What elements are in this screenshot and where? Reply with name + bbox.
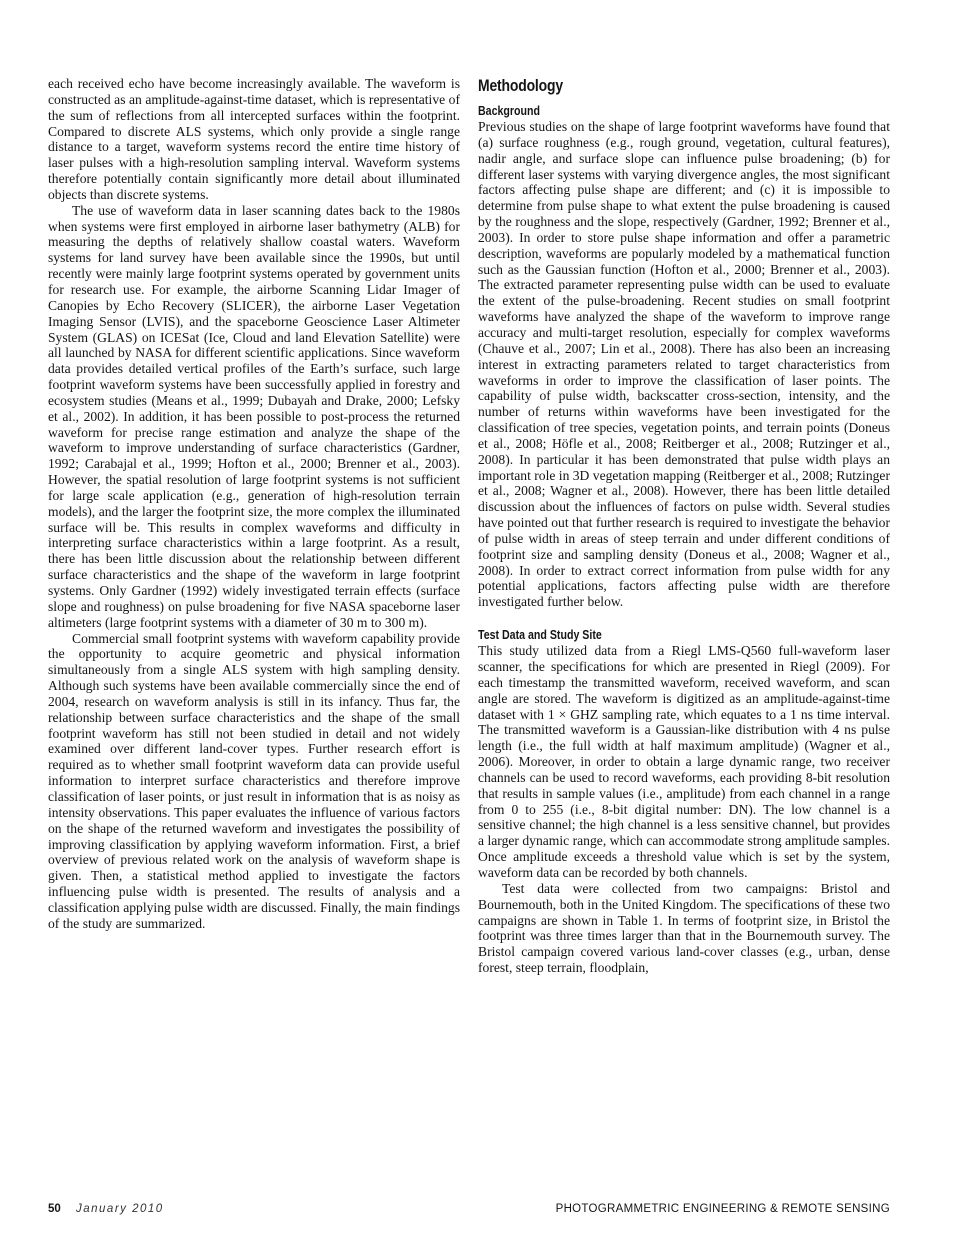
left-paragraph-3: Commercial small footprint systems with waveform capability provide the opportunity to acquire geometric and physical information simultaneously from a single ALS system with high sampling density. Although such systems have been available commercially since the end of 2004, research on waveform analysis is still in its infancy. Thus far, the relationship between surface characteristics and the shape of the small footprint waveform has still not been studied in detail and not widely examined over different land-cover types. Further research effort is required as to whether small footprint waveform data can provide useful information to interpret surface characteristics and therefore improve classification of laser points, or just result in information that is as noisy as intensity observations. This paper evaluates the influence of various factors on the shape of the returned waveform and investigates the possibility of improving classification by applying waveform information. First, a brief overview of previous related work on the analysis of waveform shape is given. Then, a statistical method applied to investigate the factors influencing pulse width is presented. The results of analysis and a classification applying pulse width are discussed. Finally, the main findings of the study are summarized.: [48, 630, 460, 931]
background-paragraph: Previous studies on the shape of large footprint waveforms have found that (a) surface roughness (e.g., rough ground, vegetation, cultural features), nadir angle, and surface slope can influence pulse broadening; (b) for different laser systems with varying divergence angles, the most significant factors affecting pulse shape are different; and (c) it is impossible to determine from pulse shape to what extent the pulse broadening is caused by the roughness and the slope, respectively (Gardner, 1992; Brenner et al., 2003). In order to store pulse shape information and offer a parametric description, waveforms are popularly modeled by a mathematical function such as the Gaussian function (Hofton et al., 2000; Brenner et al., 2003). The extracted parameter representing pulse width can be used to evaluate the extent of the pulse-broadening. Recent studies on small footprint waveforms have analyzed the shape of the waveform to improve range accuracy and multi-target resolution, especially for complex waveforms (Chauve et al., 2007; Lin et al., 2008). There has also been an increasing interest in extracting parameters related to target characteristics from waveforms in order to improve the classification of laser points. The capability of pulse width, backscatter cross-section, intensity, and the number of returns within waveforms have been investigated for the classification of tree species, vegetation points, and terrain points (Doneus et al., 2008; Höfle et al., 2008; Reitberger et al., 2008; Rutzinger et al., 2008). In particular it has been demonstrated that pulse width plays an important role in 3D vegetation mapping (Reitberger et al., 2008; Rutzinger et al., 2008; Wagner et al., 2008). However, there has been little detailed discussion about the influences of factors on pulse width. Several studies have pointed out that further research is required to investigate the behavior of pulse width in areas of steep terrain and under different conditions of footprint size and sampling density (Doneus et al., 2008; Wagner et al., 2008). In order to extract correct information from pulse width for any potential applications, factors affecting pulse width are therefore investigated further below.: [478, 119, 890, 610]
test-data-paragraph-2: Test data were collected from two campaigns: Bristol and Bournemouth, both in the United Kingdom. The specifications of these two campaigns are shown in Table 1. In terms of footprint size, in Bristol the footprint was three times larger than that in the Bournemouth survey. The Bristol campaign covered various land-cover classes (e.g., urban, dense forest, steep terrain, floodplain,: [478, 880, 890, 976]
journal-title: PHOTOGRAMMETRIC ENGINEERING & REMOTE SENSING: [555, 1203, 890, 1215]
subsection-heading-background: Background: [478, 104, 540, 118]
issue-date: January 2010: [76, 1203, 164, 1215]
section-title-methodology: Methodology: [478, 76, 563, 95]
right-column: [478, 76, 890, 976]
left-paragraph-1: each received echo have become increasingly available. The waveform is constructed as an amplitude-against-time dataset, which is representative of the sum of reflections from all intercepted surfaces within the footprint. Compared to discrete ALS systems, which only provide a single range distance to a target, waveform systems record the entire time history of laser pulses with a high-resolution sampling interval. Waveform systems therefore potentially contain significantly more detail about illuminated objects than discrete systems.: [48, 76, 460, 202]
page-number: 50: [48, 1203, 61, 1215]
left-column: [48, 76, 460, 932]
test-data-paragraph-1: This study utilized data from a Riegl LMS-Q560 full-waveform laser scanner, the specifications for which are presented in Riegl (2009). For each timestamp the transmitted waveform, received waveform, and scan angle are stored. The waveform is digitized as an amplitude-against-time dataset with 1 × GHZ sampling rate, which equates to a 1 ns time interval. The transmitted waveform is a Gaussian-like distribution with 4 ns pulse length (i.e., the full width at half maximum amplitude) (Wagner et al., 2006). Moreover, in order to obtain a large dynamic range, two receiver channels can be used to record waveforms, each providing 8-bit resolution that results in sample values (i.e., amplitude) from each channel in a range from 0 to 255 (i.e., 8-bit digital number: DN). The low channel is a sensitive channel; the high channel is a less sensitive channel, but provides a larger dynamic range, which can accommodate strong amplitude samples. Once amplitude exceeds a threshold value which is set by the system, waveform data can be recorded by both channels.: [478, 643, 890, 880]
left-paragraph-2: The use of waveform data in laser scanning dates back to the 1980s when systems were first employed in airborne laser bathymetry (ALB) for measuring the depths of relatively shallow coastal waters. Waveform systems for land survey have been available since the 1990s, but until recently were mainly large footprint systems operated by government units for research use. For example, the airborne Scanning Lidar Imager of Canopies by Echo Recovery (SLICER), the airborne Laser Vegetation Imaging Sensor (LVIS), and the spaceborne Geoscience Laser Altimeter System (GLAS) on ICESat (Ice, Cloud and land Elevation Satellite) were all launched by NASA for different scientific applications. Since waveform data provides detailed vertical profiles of the Earth’s surface, such large footprint waveform systems have been successfully applied in forestry and ecosystem studies (Means et al., 1999; Dubayah and Drake, 2000; Lefsky et al., 2002). In addition, it has been possible to post-process the returned waveform for precise range estimation and analyze the shape of the waveform to improve understanding of surface characteristics (Gardner, 1992; Carabajal et al., 1999; Hofton et al., 2000; Brenner et al., 2003). However, the spatial resolution of large footprint systems is not sufficient for large scale application (e.g., generation of high-resolution terrain models), and the larger the footprint size, the more complex the illuminated surface will be. This results in complex waveforms and difficulty in interpreting surface characteristics within a large footprint. As a result, there has been little discussion about the relationship between different surface characteristics and the shape of the waveform in large footprint systems. Only Gardner (1992) widely investigated terrain effects (surface slope and roughness) on pulse broadening for five NASA spaceborne laser altimeters (large footprint systems with a diameter of 30 m to 300 m).: [48, 202, 460, 630]
page-footer: [48, 1203, 890, 1219]
subsection-heading-test-data: Test Data and Study Site: [478, 628, 602, 643]
